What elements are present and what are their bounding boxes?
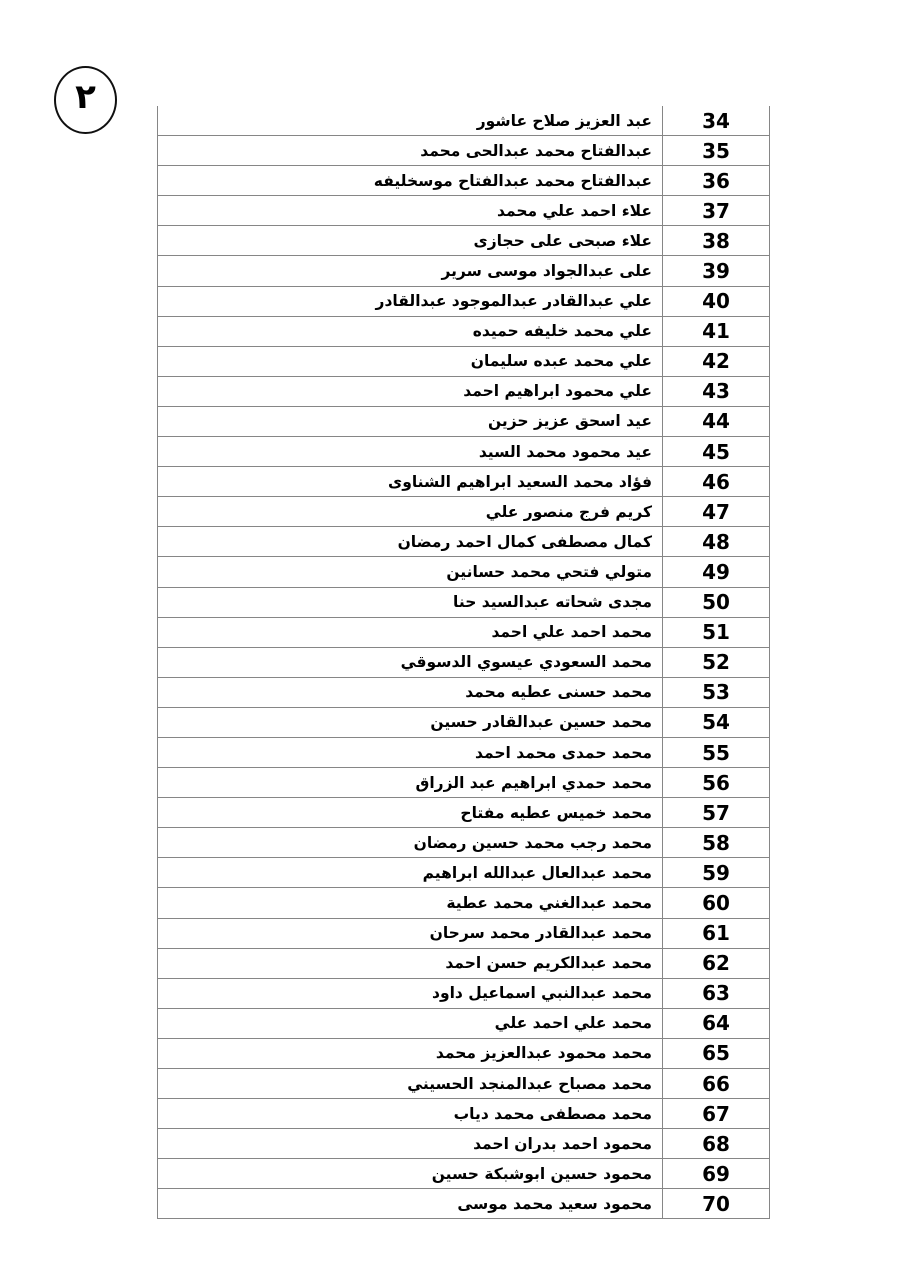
row-number-cell: 61 bbox=[663, 918, 770, 948]
row-name-cell: محمد رجب محمد حسين رمضان bbox=[158, 828, 663, 858]
row-number-cell: 36 bbox=[663, 166, 770, 196]
row-name-cell: علي عبدالقادر عبدالموجود عبدالقادر bbox=[158, 286, 663, 316]
row-number-cell: 56 bbox=[663, 768, 770, 798]
table-row bbox=[158, 617, 770, 647]
row-name-cell: محمد مصباح عبدالمنجد الحسيني bbox=[158, 1069, 663, 1099]
table-row bbox=[158, 858, 770, 888]
row-name-cell: محمد عبدالكريم حسن احمد bbox=[158, 948, 663, 978]
table-row bbox=[158, 1008, 770, 1038]
row-name-cell: عبدالفتاح محمد عبدالحى محمد bbox=[158, 136, 663, 166]
row-number-cell: 69 bbox=[663, 1159, 770, 1189]
row-name-cell: محمود حسين ابوشبكة حسين bbox=[158, 1159, 663, 1189]
row-number-cell: 34 bbox=[663, 106, 770, 136]
row-number-cell: 59 bbox=[663, 858, 770, 888]
table-row bbox=[158, 467, 770, 497]
row-name-cell: علي محمد عبده سليمان bbox=[158, 346, 663, 376]
row-number-cell: 58 bbox=[663, 828, 770, 858]
row-number-cell: 50 bbox=[663, 587, 770, 617]
row-name-cell: محمد حسين عبدالقادر حسين bbox=[158, 707, 663, 737]
table-row bbox=[158, 1069, 770, 1099]
row-number-cell: 35 bbox=[663, 136, 770, 166]
row-number-cell: 44 bbox=[663, 406, 770, 436]
table-row bbox=[158, 918, 770, 948]
row-number-cell: 49 bbox=[663, 557, 770, 587]
row-name-cell: محمد علي احمد علي bbox=[158, 1008, 663, 1038]
table-row bbox=[158, 798, 770, 828]
table-row bbox=[158, 316, 770, 346]
row-name-cell: عيد محمود محمد السيد bbox=[158, 437, 663, 467]
row-name-cell: محمود احمد بدران احمد bbox=[158, 1129, 663, 1159]
row-name-cell: علي محمود ابراهيم احمد bbox=[158, 376, 663, 406]
row-name-cell: محمد حمدى محمد احمد bbox=[158, 737, 663, 767]
table-row bbox=[158, 768, 770, 798]
row-name-cell: على عبدالجواد موسى سرير bbox=[158, 256, 663, 286]
row-name-cell: مجدى شحاته عبدالسيد حنا bbox=[158, 587, 663, 617]
row-number-cell: 46 bbox=[663, 467, 770, 497]
row-number-cell: 62 bbox=[663, 948, 770, 978]
row-name-cell: محمد عبدالنبي اسماعيل داود bbox=[158, 978, 663, 1008]
row-name-cell: عبد العزيز صلاح عاشور bbox=[158, 106, 663, 136]
table-row bbox=[158, 256, 770, 286]
row-number-cell: 39 bbox=[663, 256, 770, 286]
row-name-cell: كمال مصطفى كمال احمد رمضان bbox=[158, 527, 663, 557]
table-row bbox=[158, 226, 770, 256]
table-row bbox=[158, 346, 770, 376]
table-row bbox=[158, 196, 770, 226]
table-row bbox=[158, 286, 770, 316]
row-name-cell: علاء احمد علي محمد bbox=[158, 196, 663, 226]
row-number-cell: 65 bbox=[663, 1038, 770, 1068]
table-row bbox=[158, 948, 770, 978]
row-number-cell: 60 bbox=[663, 888, 770, 918]
row-name-cell: فؤاد محمد السعيد ابراهيم الشناوى bbox=[158, 467, 663, 497]
row-name-cell: علاء صبحى على حجازى bbox=[158, 226, 663, 256]
table-row bbox=[158, 1099, 770, 1129]
row-name-cell: محمد حمدي ابراهيم عبد الزراق bbox=[158, 768, 663, 798]
row-number-cell: 45 bbox=[663, 437, 770, 467]
table-row bbox=[158, 437, 770, 467]
page-number: ٢ bbox=[75, 77, 96, 117]
row-number-cell: 51 bbox=[663, 617, 770, 647]
names-table-body bbox=[158, 106, 770, 1219]
row-number-cell: 43 bbox=[663, 376, 770, 406]
table-row bbox=[158, 497, 770, 527]
table-row bbox=[158, 978, 770, 1008]
row-name-cell: علي محمد خليفه حميده bbox=[158, 316, 663, 346]
row-number-cell: 57 bbox=[663, 798, 770, 828]
table-row bbox=[158, 406, 770, 436]
table-row bbox=[158, 1038, 770, 1068]
table-row bbox=[158, 587, 770, 617]
table-row bbox=[158, 707, 770, 737]
row-number-cell: 64 bbox=[663, 1008, 770, 1038]
row-number-cell: 55 bbox=[663, 737, 770, 767]
page-number-badge bbox=[54, 66, 117, 134]
table-row bbox=[158, 737, 770, 767]
row-name-cell: محمد عبدالعال عبدالله ابراهيم bbox=[158, 858, 663, 888]
row-number-cell: 42 bbox=[663, 346, 770, 376]
row-number-cell: 48 bbox=[663, 527, 770, 557]
row-number-cell: 47 bbox=[663, 497, 770, 527]
table-row bbox=[158, 1159, 770, 1189]
row-number-cell: 63 bbox=[663, 978, 770, 1008]
table-row bbox=[158, 1189, 770, 1219]
row-number-cell: 38 bbox=[663, 226, 770, 256]
table-row bbox=[158, 647, 770, 677]
row-number-cell: 68 bbox=[663, 1129, 770, 1159]
row-number-cell: 67 bbox=[663, 1099, 770, 1129]
row-number-cell: 52 bbox=[663, 647, 770, 677]
row-name-cell: كريم فرج منصور علي bbox=[158, 497, 663, 527]
row-name-cell: محمود سعيد محمد موسى bbox=[158, 1189, 663, 1219]
table-row bbox=[158, 1129, 770, 1159]
table-row bbox=[158, 527, 770, 557]
row-name-cell: عبدالفتاح محمد عبدالفتاح موسخليفه bbox=[158, 166, 663, 196]
table-row bbox=[158, 888, 770, 918]
row-name-cell: محمد السعودي عيسوي الدسوقي bbox=[158, 647, 663, 677]
table-row bbox=[158, 828, 770, 858]
table-row bbox=[158, 106, 770, 136]
row-number-cell: 40 bbox=[663, 286, 770, 316]
table-row bbox=[158, 166, 770, 196]
row-number-cell: 53 bbox=[663, 677, 770, 707]
row-name-cell: محمد حسنى عطيه محمد bbox=[158, 677, 663, 707]
row-number-cell: 41 bbox=[663, 316, 770, 346]
row-name-cell: عيد اسحق عزيز حزين bbox=[158, 406, 663, 436]
row-name-cell: محمد عبدالقادر محمد سرحان bbox=[158, 918, 663, 948]
row-number-cell: 37 bbox=[663, 196, 770, 226]
row-name-cell: محمد احمد علي احمد bbox=[158, 617, 663, 647]
table-row bbox=[158, 136, 770, 166]
table-row bbox=[158, 557, 770, 587]
row-number-cell: 70 bbox=[663, 1189, 770, 1219]
row-name-cell: محمد مصطفى محمد دياب bbox=[158, 1099, 663, 1129]
row-name-cell: محمد خميس عطيه مفتاح bbox=[158, 798, 663, 828]
row-number-cell: 66 bbox=[663, 1069, 770, 1099]
names-table bbox=[157, 106, 770, 1219]
row-name-cell: متولي فتحي محمد حسانين bbox=[158, 557, 663, 587]
table-row bbox=[158, 376, 770, 406]
row-name-cell: محمد عبدالغني محمد عطية bbox=[158, 888, 663, 918]
row-number-cell: 54 bbox=[663, 707, 770, 737]
row-name-cell: محمد محمود عبدالعزيز محمد bbox=[158, 1038, 663, 1068]
table-row bbox=[158, 677, 770, 707]
